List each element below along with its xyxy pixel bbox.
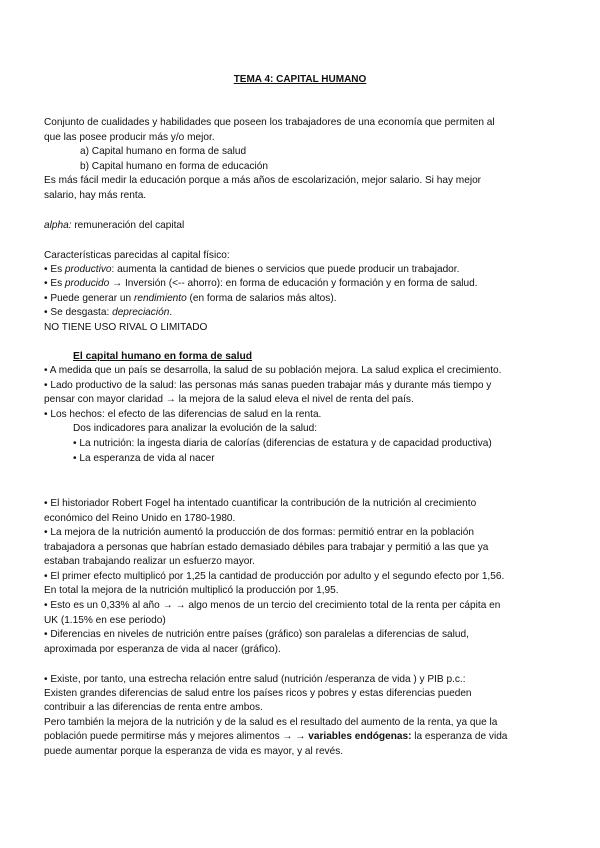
- relation-line-6: puede aumentar porque la esperanza de vida es mayor, y al revés.: [44, 746, 344, 757]
- intro-item-a: a) Capital humano en forma de salud: [80, 146, 247, 157]
- page-title: TEMA 4: CAPITAL HUMANO: [233, 74, 367, 85]
- relation-line-4: Pero también la mejora de la nutrición y de la salud es el resultado del aumento de la renta, ya que la: [44, 717, 498, 728]
- relation-line-1: • Existe, por tanto, una estrecha relación entre salud (nutrición /esperanza de vida ) y PIB p.c.:: [44, 674, 466, 685]
- health-line-5: Dos indicadores para analizar la evolución de la salud:: [73, 423, 318, 434]
- health-line-3: pensar con mayor claridad → la mejora de la salud eleva el nivel de renta del país.: [44, 394, 414, 405]
- features-note: NO TIENE USO RIVAL O LIMITADO: [44, 322, 208, 333]
- fogel-line-4: trabajadora a personas que habrían estado demasiado débiles para trabajar y permitió a las que ya: [44, 542, 489, 553]
- alpha-line: [44, 219, 184, 233]
- alpha-text: remuneración del capital: [71, 220, 185, 231]
- feature-produced: • Es producido → Inversión (<-- ahorro): en forma de educación y formación y en forma de salud.: [44, 278, 478, 289]
- fogel-line-8: • Esto es un 0,33% al año → → algo menos de un tercio del crecimiento total de la renta per cápita en: [44, 600, 501, 611]
- fogel-line-7: En total la mejora de la nutrición multiplicó la producción por 1,95.: [44, 585, 339, 596]
- health-line-2: • Lado productivo de la salud: las personas más sanas pueden trabajar más y durante más tiempo y: [44, 380, 492, 391]
- fogel-line-3: • La mejora de la nutrición aumentó la producción de dos formas: permitió entrar en la población: [44, 527, 474, 538]
- fogel-line-5: estaban trabajando realizar un esfuerzo mayor.: [44, 556, 255, 567]
- intro-line-4: salario, hay más renta.: [44, 190, 147, 201]
- intro-line-3: Es más fácil medir la educación porque a más años de escolarización, mejor salario. Si hay mejor: [44, 175, 482, 186]
- health-line-4: • Los hechos: el efecto de las diferencias de salud en la renta.: [44, 409, 322, 420]
- features-heading: Características parecidas al capital físico:: [44, 250, 230, 261]
- fogel-line-1: • El historiador Robert Fogel ha intentado cuantificar la contribución de la nutrición al crecimiento: [44, 498, 477, 509]
- relation-line-5: población puede permitirse más y mejores alimentos → → variables endógenas: la esperanza de vida: [44, 731, 508, 742]
- fogel-line-10: • Diferencias en niveles de nutrición entre países (gráfico) son paralelas a diferencias de salud,: [44, 629, 469, 640]
- fogel-line-9: UK (1.15% en ese periodo): [44, 615, 166, 626]
- fogel-line-2: económico del Reino Unido en 1780-1980.: [44, 513, 236, 524]
- fogel-line-11: aproximada por esperanza de vida al nacer (gráfico).: [44, 644, 281, 655]
- alpha-term: alpha:: [44, 220, 72, 231]
- fogel-line-6: • El primer efecto multiplicó por 1,25 la cantidad de producción por adulto y el segundo efecto por 1,56.: [44, 571, 505, 582]
- feature-depreciation: • Se desgasta: depreciación.: [44, 307, 173, 318]
- endogenous-term: variables endógenas:: [308, 731, 412, 742]
- feature-productive: • Es productivo: aumenta la cantidad de bienes o servicios que puede producir un trabajador.: [44, 264, 460, 275]
- intro-line-1: Conjunto de cualidades y habilidades que poseen los trabajadores de una economía que permiten al: [44, 117, 495, 128]
- health-line-7: • La esperanza de vida al nacer: [73, 453, 215, 464]
- intro-line-2: que las posee producir más y/o mejor.: [44, 132, 215, 143]
- relation-line-3: contribuir a las diferencias de renta entre ambos.: [44, 702, 263, 713]
- intro-item-b: b) Capital humano en forma de educación: [80, 161, 268, 172]
- health-line-1: • A medida que un país se desarrolla, la salud de su población mejora. La salud explica el crecimiento.: [44, 365, 502, 376]
- relation-line-2: Existen grandes diferencias de salud entre los países ricos y pobres y estas diferencias pueden: [44, 688, 472, 699]
- feature-yield: • Puede generar un rendimiento (en forma de salarios más altos).: [44, 293, 337, 304]
- section-heading-health: El capital humano en forma de salud: [73, 351, 253, 362]
- health-line-6: • La nutrición: la ingesta diaria de calorías (diferencias de estatura y de capacidad productiva): [73, 438, 492, 449]
